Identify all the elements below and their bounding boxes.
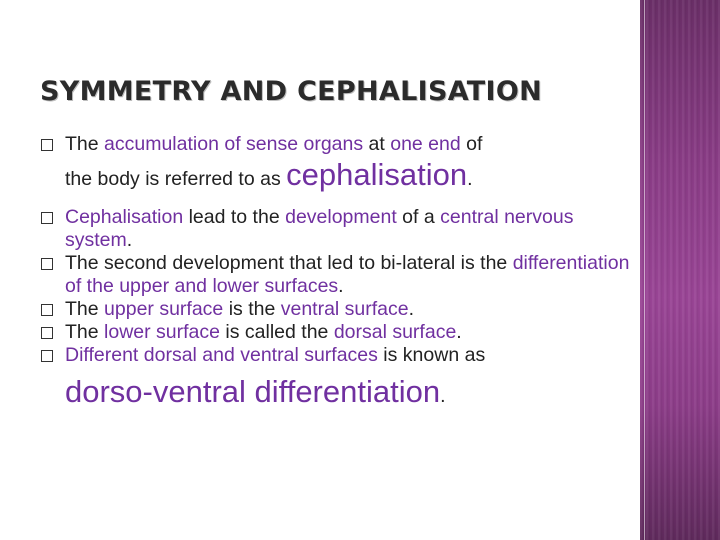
bullet-item-3: The second development that led to bi-lateral is the differentiation of the upper and lower surfaces.: [40, 252, 630, 298]
bullet-item-6: Different dorsal and ventral surfaces is known as dorso-ventral differentiation.: [40, 344, 630, 415]
bullet-item-4: The upper surface is the ventral surface.: [40, 298, 630, 321]
term-cephalisation: cephalisation: [286, 157, 468, 192]
square-bullet-icon: [41, 258, 53, 270]
decorative-side-panel: [640, 0, 720, 540]
square-bullet-icon: [41, 139, 53, 151]
side-panel-divider: [644, 0, 645, 540]
bullet-item-2: Cephalisation lead to the development of a central nervous system.: [40, 206, 630, 252]
square-bullet-icon: [41, 212, 53, 224]
square-bullet-icon: [41, 304, 53, 316]
bullet-list: [40, 133, 630, 415]
square-bullet-icon: [41, 327, 53, 339]
bullet-item-5: The lower surface is called the dorsal surface.: [40, 321, 630, 344]
slide-title: SYMMETRY AND CEPHALISATION: [40, 76, 543, 107]
square-bullet-icon: [41, 350, 53, 362]
bullet-item-1: The accumulation of sense organs at one end of the body is referred to as cephalisation.: [40, 133, 630, 198]
term-dorso-ventral-differentiation: dorso-ventral differentiation: [65, 374, 441, 409]
